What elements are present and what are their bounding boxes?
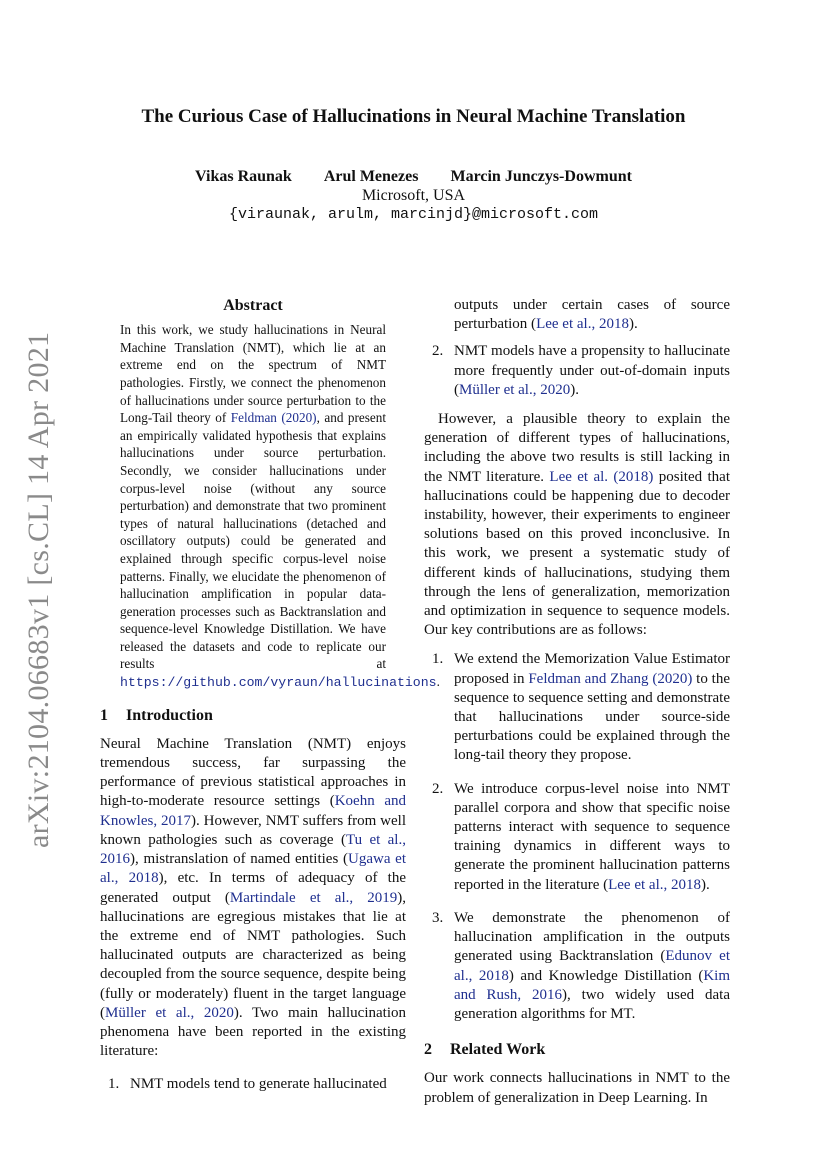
body-text: Neural Machine Translation (NMT) enjoys tremendous success, far surpassing the performance of previous statistical approaches in high-to-moderate resource settings (: [100, 735, 406, 810]
citation-link[interactable]: Martindale et al., 2019: [229, 889, 398, 906]
author-emails: {viraunak, arulm, marcinjd}@microsoft.com: [228, 206, 599, 223]
citation-link[interactable]: Lee et al., 2018: [536, 316, 629, 333]
body-text: posited that hallucinations could be happening due to decoder instability, however, their experiments to engineer solutions based on this proved inconclusive. In this work, we present a systematic study of different kinds of hallucinations, studying them through the lens of generalization, memorization and optimization in sequence to sequence models. Our key contributions are as follows:: [424, 468, 730, 639]
section-heading-related-work: [424, 1040, 730, 1059]
contribution-item: [424, 650, 730, 765]
abstract-body: [120, 321, 440, 691]
list-text: NMT models have a propensity to hallucinate more frequently under out-of-domain inputs (: [454, 343, 730, 398]
section-title: Related Work: [450, 1041, 546, 1059]
list-text: outputs under certain cases of source perturbation (: [454, 297, 730, 333]
author-list: [0, 168, 827, 186]
section-heading-introduction: [100, 706, 406, 725]
right-column: [424, 298, 730, 1108]
list-number: 1.: [108, 1076, 120, 1093]
related-work-paragraph: Our work connects hallucinations in NMT to the problem of generalization in Deep Learning. In: [424, 1070, 730, 1106]
citation-link[interactable]: Kim and Rush, 2016: [454, 967, 731, 1003]
repository-url-link[interactable]: https://github.com/vyraun/hallucinations: [120, 675, 437, 691]
body-text: ), mistranslation of named entities (: [130, 851, 348, 868]
contribution-item: [424, 780, 730, 895]
citation-link[interactable]: Müller et al., 2020: [459, 381, 571, 398]
list-text: We introduce corpus-level noise into NMT parallel corpora and show that specific noise patterns interact with sequence to sequence training dynamics in different ways to generate the prominent hallucination patterns reported in the literature (: [454, 780, 730, 893]
section-number: 1: [100, 706, 108, 724]
list-text: ), two widely used data generation algorithms for MT.: [454, 986, 730, 1022]
abstract-heading: Abstract: [223, 297, 283, 314]
list-number: 3.: [432, 909, 444, 926]
list-text: NMT models tend to generate hallucinated: [130, 1076, 387, 1093]
list-text: ).: [701, 876, 710, 893]
body-paragraph: [424, 410, 730, 640]
abstract-text: .: [436, 674, 440, 690]
list-number: 1.: [432, 651, 444, 668]
body-text: ), hallucinations are egregious mistakes that lie at the extreme end of NMT pathologies. Such hallucinated outputs are characterized as being decoupled from the source sequence, despite being (fully or moderately) fluent in the target language (: [100, 889, 406, 1021]
left-column: [100, 296, 440, 1094]
list-text: to the sequence to sequence setting and demonstrate that hallucinations under source-side perturbations could be explained through the long-tail theory they propose.: [454, 670, 730, 764]
citation-link[interactable]: Feldman and Zhang (2020): [528, 670, 693, 687]
citation-link[interactable]: Lee et al., 2018: [608, 876, 701, 893]
body-text: ), etc. In terms of adequacy of the generated output (: [100, 870, 407, 906]
list-item: [100, 1075, 406, 1094]
body-text: ). Two main hallucination phenomena have been reported in the existing literature:: [100, 1004, 406, 1060]
body-text: ). However, NMT suffers from well known pathologies such as coverage (: [100, 812, 407, 848]
citation-link[interactable]: Koehn and Knowles, 2017: [100, 793, 406, 829]
abstract-text: , and present an empirically validated hypothesis that explains hallucinations under source perturbation. Secondly, we consider hallucinations under corpus-level noise (without any source perturbation) and demonstrate that two prominent types of natural hallucinations (detached and oscillatory outputs) could be generated and explained through specific corpus-level noise patterns. Finally, we elucidate the phenomenon of hallucination amplification in popular data-generation processes such as Backtranslation and sequence-level Knowledge Distillation. We have released the datasets and code to replicate our results at: [120, 410, 387, 672]
list-text: ).: [628, 316, 638, 333]
affiliation: Microsoft, USA: [361, 187, 466, 204]
citation-link[interactable]: Ugawa et al., 2018: [100, 851, 406, 887]
list-text: We demonstrate the phenomenon of hallucination amplification in the outputs generated using Backtranslation (: [454, 909, 730, 965]
list-item: [424, 342, 730, 400]
author-name: Vikas Raunak: [195, 168, 292, 185]
abstract-text: In this work, we study hallucinations in Neural Machine Translation (NMT), which lie at an extreme end on the spectrum of NMT pathologies. Firstly, we connect the phenomenon of hallucinations under source perturbation to the Long-Tail theory of: [120, 322, 386, 426]
section-number: 2: [424, 1041, 432, 1059]
list-text: We extend the Memorization Value Estimator proposed in: [454, 651, 730, 687]
author-name: Marcin Junczys-Dowmunt: [450, 168, 632, 185]
citation-link[interactable]: Lee et al. (2018): [549, 468, 654, 485]
paper-title: The Curious Case of Hallucinations in Neural Machine Translation: [141, 106, 686, 127]
list-number: 2.: [432, 343, 444, 360]
citation-link[interactable]: Edunov et al., 2018: [454, 948, 730, 984]
citation-link[interactable]: Tu et al., 2016: [100, 831, 406, 868]
list-text: ).: [570, 381, 579, 398]
intro-paragraph: [100, 735, 406, 1061]
body-text: However, a plausible theory to explain the generation of different types of hallucinations, including the above two results is still lacking in the NMT literature.: [424, 411, 730, 485]
section-title: Introduction: [126, 706, 213, 724]
list-item-continued: [424, 296, 730, 334]
arxiv-stamp-text: arXiv:2104.06683v1 [cs.CL] 14 Apr 2021: [22, 331, 55, 848]
contribution-item: [424, 909, 730, 1024]
citation-link[interactable]: Feldman (2020): [230, 410, 317, 426]
citation-link[interactable]: Müller et al., 2020: [105, 1004, 234, 1021]
author-name: Arul Menezes: [323, 168, 419, 185]
list-number: 2.: [432, 780, 444, 797]
list-text: ) and Knowledge Distillation (: [508, 967, 704, 984]
